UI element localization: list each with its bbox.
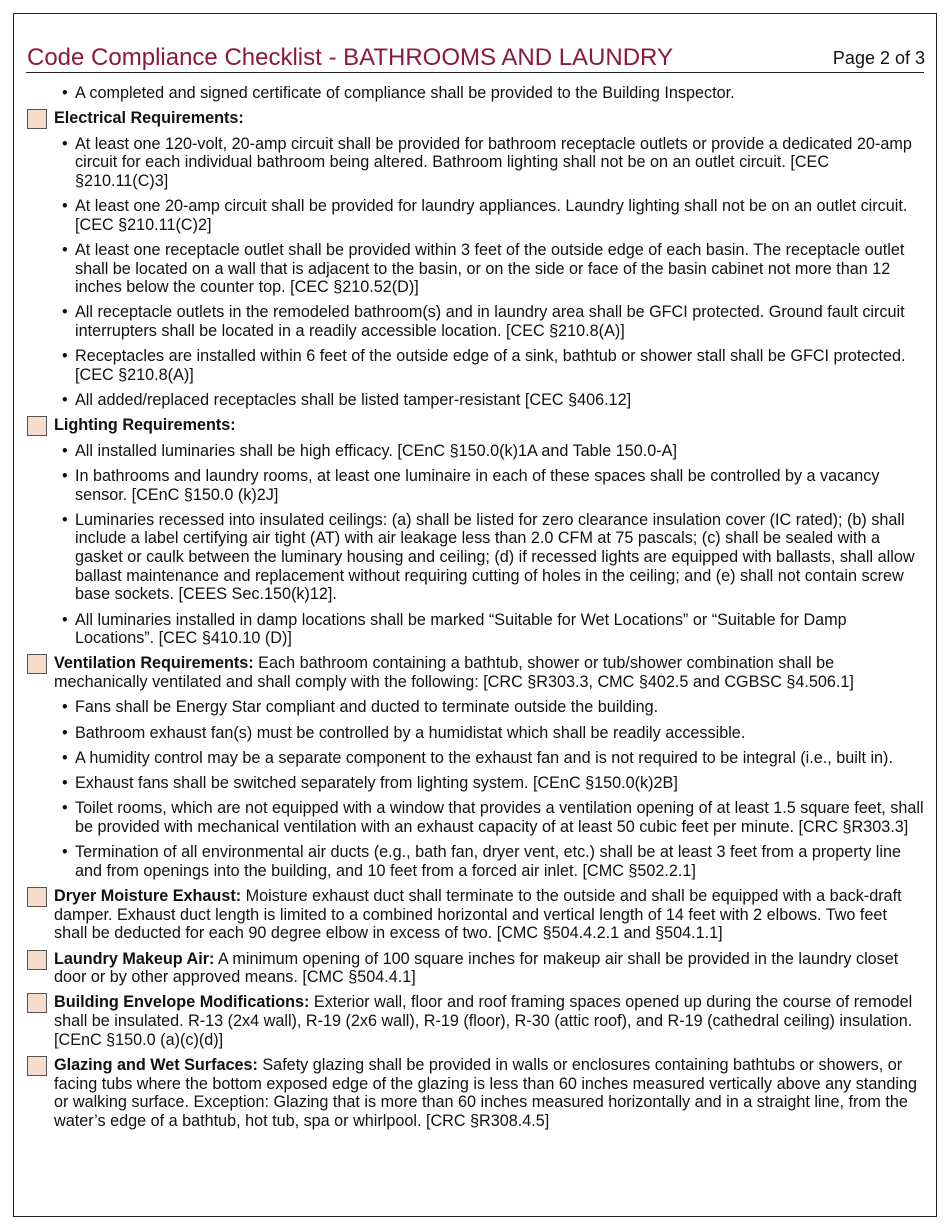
checklist-item-electrical [26, 109, 926, 128]
checklist-item-laundry-makeup-air [26, 950, 926, 987]
list-item: • Toilet rooms, which are not equipped with a window that provides a ventilation opening of at least 1.5 square feet, shall be provided with mechanical ventilation with an exhaust capacity of at least 50 cubic feet per minute. [CRC §R303.3] [26, 799, 926, 836]
item-text: Exterior wall, floor and roof framing spaces opened up during the course of remodel shall be insulated. R-13 (2x4 wall), R-19 (2x6 wall), R-19 (floor), R-30 (attic roof), and R-19 (cathedral ceiling) insulation. [CEnC §150.0 (a)(c)(d)] [54, 993, 913, 1049]
list-item: • A completed and signed certificate of compliance shall be provided to the Building Inspector. [26, 84, 926, 103]
header-divider [26, 72, 924, 73]
list-item: • Fans shall be Energy Star compliant and ducted to terminate outside the building. [26, 698, 926, 717]
page-number: Page 2 of 3 [832, 48, 925, 68]
checklist-item-ventilation [26, 654, 926, 691]
list-item: • A humidity control may be a separate component to the exhaust fan and is not required to be integral (i.e., built in). [26, 749, 926, 768]
item-text: Each bathroom containing a bathtub, shower or tub/shower combination shall be mechanically ventilated and shall comply with the following: [CRC §R303.3, CMC §402.5 and CGBSC §4.506.1] [54, 654, 854, 691]
list-item: • Exhaust fans shall be switched separately from lighting system. [CEnC §150.0(k)2B] [26, 774, 926, 793]
checklist-item-lighting [26, 416, 926, 435]
page-title: Code Compliance Checklist - BATHROOMS AND LAUNDRY [27, 44, 673, 71]
checklist-item-dryer-exhaust [26, 887, 926, 943]
checkbox[interactable] [27, 1056, 47, 1076]
item-heading: Glazing and Wet Surfaces: [54, 1055, 258, 1074]
list-item: • At least one 120-volt, 20-amp circuit shall be provided for bathroom receptacle outlets or provide a dedicated 20-amp circuit for each individual bathroom being altered. Bathroom lighting shall not be on an outlet circuit. [CEC §210.11(C)3] [26, 135, 926, 191]
checkbox[interactable] [27, 416, 47, 436]
item-heading: Lighting Requirements: [54, 416, 236, 435]
list-item: • All receptacle outlets in the remodeled bathroom(s) and in laundry area shall be GFCI protected. Ground fault circuit interrupters shall be located in a readily accessible location. [CEC §210.8(A)] [26, 303, 926, 340]
electrical-list [26, 135, 926, 410]
item-text: Moisture exhaust duct shall terminate to the outside and shall be equipped with a back-draft damper. Exhaust duct length is limited to a combined horizontal and vertical length of 14 feet with 2 elbows. Two feet shall be deducted for each 90 degree elbow in excess of two. [CMC §504.4.2.1 and §504.1.1] [54, 887, 902, 943]
list-item: • In bathrooms and laundry rooms, at least one luminaire in each of these spaces shall be controlled by a vacancy sensor. [CEnC §150.0 (k)2J] [26, 467, 926, 504]
checklist-item-building-envelope [26, 993, 926, 1049]
list-item: • All luminaries installed in damp locations shall be marked “Suitable for Wet Locations” or “Suitable for Damp Locations”. [CEC §410.10 (D)] [26, 611, 926, 648]
item-heading: Laundry Makeup Air: [54, 949, 215, 968]
ventilation-list [26, 698, 926, 880]
intro-list [26, 84, 926, 103]
item-text: Safety glazing shall be provided in walls or enclosures containing bathtubs or showers, or facing tubs where the bottom exposed edge of the glazing is less than 60 inches measured vertically above any standing or walking surface. Exception: Glazing that is more than 60 inches measured horizontally and in a straight line, from the water’s edge of a bathtub, hot tub, spa or whirlpool. [CRC §R308.4.5] [54, 1055, 917, 1130]
list-item: • Bathroom exhaust fan(s) must be controlled by a humidistat which shall be readily accessible. [26, 724, 926, 743]
list-item: • At least one 20-amp circuit shall be provided for laundry appliances. Laundry lighting shall not be on an outlet circuit. [CEC §210.11(C)2] [26, 197, 926, 234]
list-item: • Luminaries recessed into insulated ceilings: (a) shall be listed for zero clearance insulation cover (IC rated); (b) shall include a label certifying air tight (AT) with air leakage less than 2.0 CFM at 75 pascals; (c) shall be sealed with a gasket or caulk between the luminary housing and ceiling; (d) if recessed lights are equipped with ballasts, shall allow ballast maintenance and replacement without requiring cutting of holes in the ceiling; and (e) shall not contain screw base sockets. [CEES Sec.150(k)12]. [26, 511, 926, 604]
list-item: • All installed luminaries shall be high efficacy. [CEnC §150.0(k)1A and Table 150.0-A] [26, 442, 926, 461]
list-item: • At least one receptacle outlet shall be provided within 3 feet of the outside edge of each basin. The receptacle outlet shall be located on a wall that is adjacent to the basin, or on the side or face of the basin cabinet not more than 12 inches below the counter top. [CEC §210.52(D)] [26, 241, 926, 297]
list-item: • Termination of all environmental air ducts (e.g., bath fan, dryer vent, etc.) shall be at least 3 feet from a property line and from openings into the building, and 10 feet from a forced air inlet. [CMC §502.2.1] [26, 843, 926, 880]
checkbox[interactable] [27, 993, 47, 1013]
list-item: • All added/replaced receptacles shall be listed tamper-resistant [CEC §406.12] [26, 391, 926, 410]
item-heading: Ventilation Requirements: [54, 654, 254, 673]
lighting-list [26, 442, 926, 648]
checklist-item-glazing [26, 1056, 926, 1130]
checkbox[interactable] [27, 109, 47, 129]
checkbox[interactable] [27, 654, 47, 674]
checkbox[interactable] [27, 887, 47, 907]
checkbox[interactable] [27, 950, 47, 970]
item-heading: Building Envelope Modifications: [54, 993, 310, 1012]
item-heading: Electrical Requirements: [54, 109, 244, 128]
item-text: A minimum opening of 100 square inches for makeup air shall be provided in the laundry closet door or by other approved means. [CMC §504.4.1] [54, 949, 899, 987]
checklist-body [26, 84, 926, 1137]
list-item: • Receptacles are installed within 6 feet of the outside edge of a sink, bathtub or shower stall shall be GFCI protected. [CEC §210.8(A)] [26, 347, 926, 384]
item-heading: Dryer Moisture Exhaust: [54, 887, 242, 906]
